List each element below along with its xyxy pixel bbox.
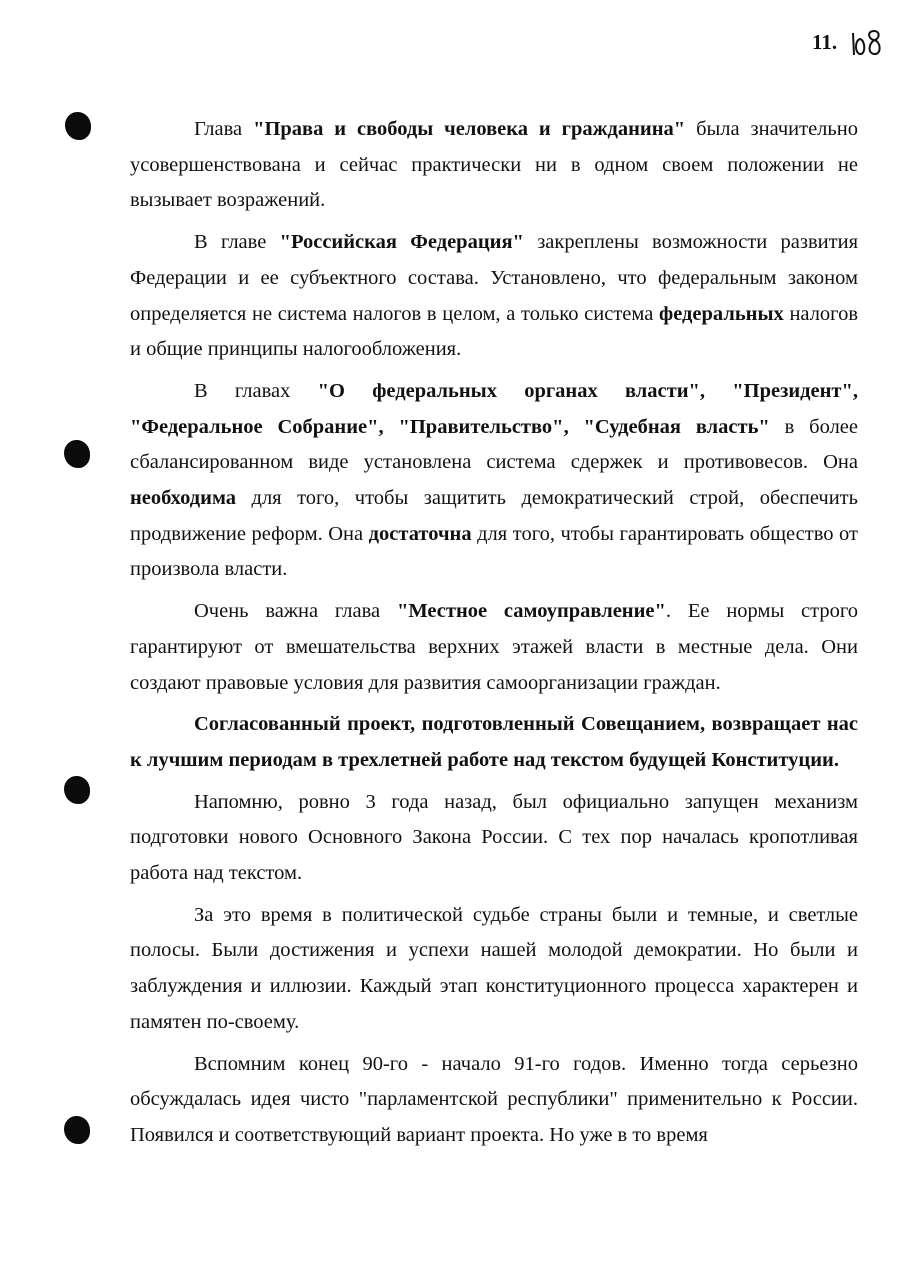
punch-hole-mark [64,1116,90,1144]
bold-text-run: "Местное самоуправление" [396,600,666,623]
bold-text-run: достаточна [368,522,472,545]
paragraph [130,1047,858,1154]
paragraph [130,374,858,588]
handwritten-mark-icon [850,25,884,59]
bold-text-run: федеральных [659,302,784,325]
bold-text-run: Согласованный проект, подготовленный Совещанием, возвращает нас к лучшим периодам в трехлетней работе над текстом будущей Конституции. [130,713,858,771]
paragraph [130,898,858,1041]
bold-text-run: "Российская Федерация" [279,231,524,254]
text-run: закреплены возможности развития Федерации и ее субъектного состава. Установлено, что федеральным законом определяется не система налогов в целом, а только система [130,231,859,325]
paragraph [130,225,858,368]
bold-text-run: "Права и свободы человека и гражданина" [253,118,686,140]
punch-hole-mark [65,112,91,140]
text-run: была значительно усовершенствована и сейчас практически ни в одном своем положении не вызывает возражений. [130,118,858,212]
text-run: В главах [194,379,318,402]
text-run: Вспомним конец 90-го - начало 91-го годов. Именно тогда серьезно обсуждалась идея чисто "парламентской республики" применительно к России. Появился и соответствующий вариант проекта. Но уже в то время [130,1052,858,1146]
paragraph [130,707,858,778]
punch-hole-mark [64,440,90,468]
text-run: . Ее нормы строго гарантируют от вмешательства верхних этажей власти в местные дела. Они создают правовые условия для развития самоорганизации граждан. [130,600,859,694]
bold-text-run: "О федеральных органах власти", "Президент", "Федеральное Собрание", "Правительство", "Судебная власть" [130,379,858,438]
punch-hole-mark [64,776,90,804]
text-run: За это время в политической судьбе страны были и темные, и светлые полосы. Были достижения и успехи нашей молодой демократии. Но были и заблуждения и иллюзии. Каждый этап конституционного процесса характерен и памятен по-своему. [130,903,858,1033]
page-number: 11. [812,30,838,54]
paragraph [130,594,858,701]
text-run: налогов и общие принципы налогообложения. [130,302,859,361]
text-run: Напомню, ровно 3 года назад, был официально запущен механизм подготовки нового Основного Закона России. С тех пор началась кропотливая работа над текстом. [130,790,858,885]
text-run: Очень важна глава [194,600,397,623]
paragraph [130,785,858,892]
text-run: В главе [194,231,280,254]
text-run: для того, чтобы гарантировать общество от произвола власти. [130,522,858,581]
document-body [130,112,858,1154]
bold-text-run: необходима [130,487,237,510]
text-run: для того, чтобы защитить демократический строй, обеспечить продвижение реформ. Она [130,487,858,545]
text-run: Глава [194,118,254,140]
text-run: в более сбалансированном виде установлена система сдержек и противовесов. Она [130,415,858,474]
paragraph [130,112,858,219]
